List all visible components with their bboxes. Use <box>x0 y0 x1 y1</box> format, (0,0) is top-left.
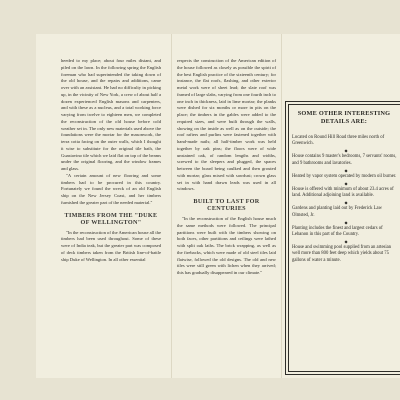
text-column-left <box>61 58 161 263</box>
details-panel <box>285 101 400 375</box>
detail-item: Heated by vapor system operated by modern oil burner. <box>292 173 397 179</box>
text-column-middle <box>177 58 276 277</box>
section-heading-built-to-last: BUILT TO LAST FOR CENTURIES <box>193 198 260 212</box>
detail-item: Gardens and planting laid out by Frederick Law Olmsted, Jr. <box>292 206 382 218</box>
diamond-bullet-icon: ◆ <box>344 167 348 173</box>
detail-item: House is offered with minimum of about 23.4 acres of land. Additional adjoining land is available. <box>292 187 394 199</box>
body-paragraph: "In the reconstruction of the English house much the same methods were followed. The principal partitions were built with the timbers showing on both faces, other partitions and ceilings were lathed with split oak laths. The brick wrapping, as well as the firebacks, which were made of old steel tiles laid flatwise, followed the old designs. The old and new tiles were still green with lichen when they arrived; this has gradually disappeared in our climate." <box>177 216 276 275</box>
diamond-bullet-icon: ◆ <box>344 239 348 245</box>
detail-item: House and swimming pool supplied from an artesian well more than 800 feet deep which yields about 75 gallons of water a minute. <box>292 245 392 263</box>
detail-item: Planting includes the finest and largest cedars of Lebanon in this part of the Country. <box>292 225 383 238</box>
detail-item: Located on Round Hill Road three miles north of Greenwich. <box>292 135 385 147</box>
body-paragraph: "A certain amount of new flooring and some timbers had to be procured in this country. Fortunately we found the wreck of an old English ship on the New Jersey Coast, and her timbers furnished the greater part of the needed material." <box>61 172 161 205</box>
body-paragraph: respects the construction of the American edition of the house followed as closely as possible the spirit of the best English practice of the sixteenth century; for instance, the flat roofs, flashing, and other exterior metal work were of sheet lead; the slate roof was framed of large slabs, varying from one fourth inch to one inch in thickness, laid in lime mortar; the planks were dished for six months or more in pits on the place; the timbers in the gables were added to the required sizes, and were built through the walls, showing on the inside as well as on the outside; the roof rafters and purlins were fastened together with hand-made nails; all half-timber work was held together by oak pins; the floors were of wide unstained oak, of random lengths and widths, screwed to the sleepers and plugged, the spaces between the board being caulked and then grouted with mortar; glass mixed with sawdust; crown glass set in with hand drawn leads was used in all windows. <box>177 58 276 192</box>
diamond-bullet-icon: ◆ <box>344 148 348 154</box>
diamond-bullet-icon: ◆ <box>344 200 348 206</box>
detail-item: House contains 9 master's bedrooms, 7 servants' rooms, and 9 bathrooms and lavatories. <box>292 154 397 166</box>
diamond-bullet-icon: ◆ <box>344 219 348 225</box>
diamond-bullet-icon: ◆ <box>344 181 348 187</box>
details-list <box>292 135 400 264</box>
body-paragraph: heeded to my place; about four miles distant, and piled on the lawn. In the following spring the English foreman who had superintended the taking down of the old house, and the repairs and additions, came over with an assistant. He had no difficulty in picking up, in the vicinity of New York, a crew of about half a dozen experienced English masons and carpenters, and with these as a nucleus, and a total working force varying from twelve to eighteen men, we completed the reconstruction of the old house before cold weather set in. The only new materials used above the foundations were the mortar for the masonwork, the terra cotta facing on the outer walls, which I thought it wise to substitute for the original tile bath, the Guastavino tile which we laid flat on top of the beams under the original flooring, and the window frames and glass. <box>61 58 161 171</box>
section-heading-timbers: TIMBERS FROM THE "DUKE OF WELLINGTON" <box>64 211 158 226</box>
page-fold-right <box>281 34 282 378</box>
details-heading: SOME OTHER INTERESTING DETAILS ARE: <box>297 110 391 125</box>
body-paragraph: "In the reconstruction of the American house all the timbers had been used throughout. Some of these were of India teak, but the greater part was composed of deck timbers taken from the British line-of-battle ship Duke of Wellington. In all other essential <box>61 229 161 262</box>
page-fold-left <box>171 34 172 378</box>
